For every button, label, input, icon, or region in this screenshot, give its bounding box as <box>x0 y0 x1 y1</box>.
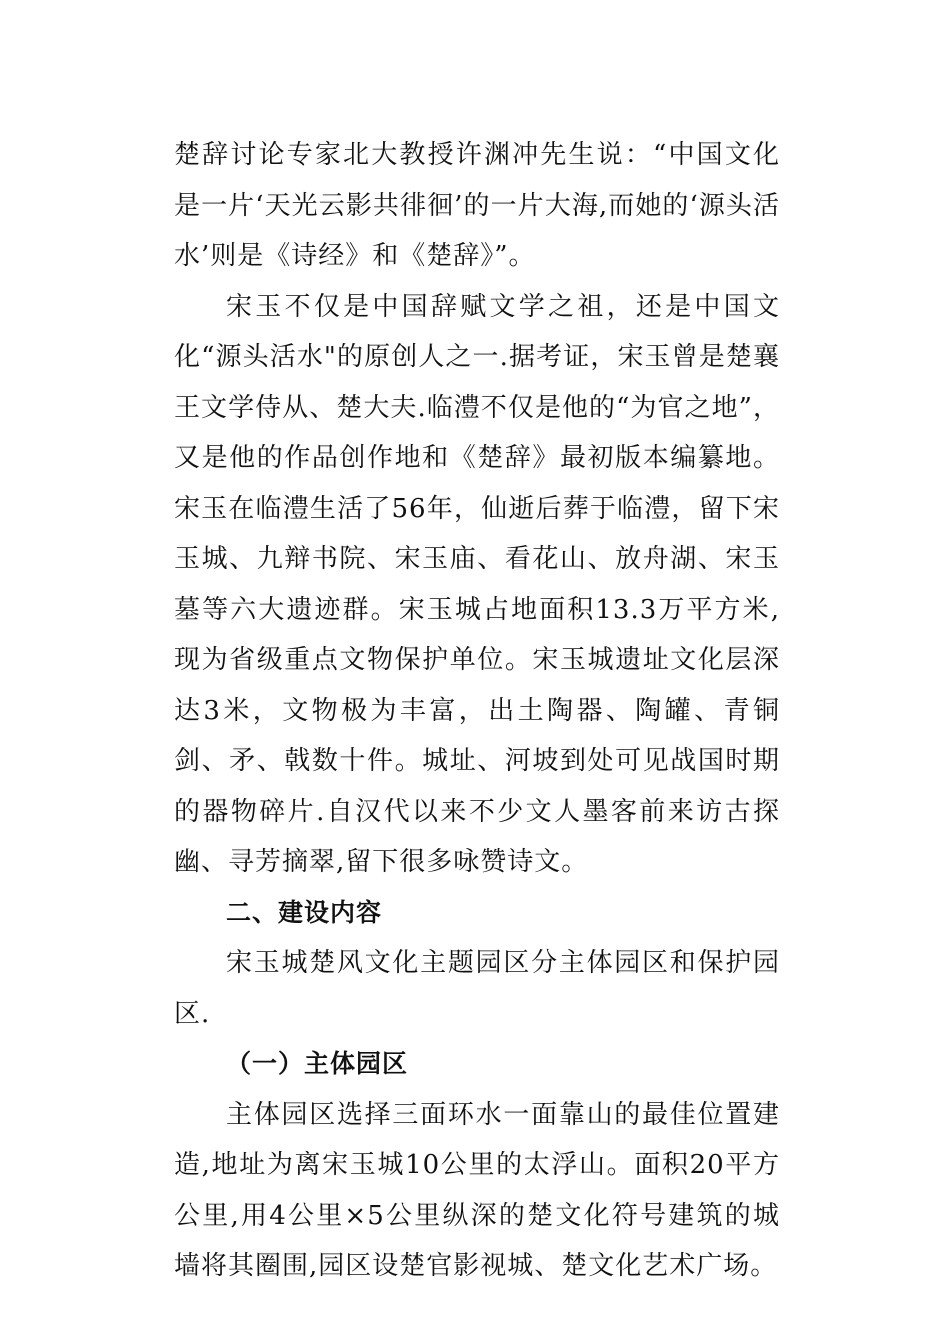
paragraph-park-division: 宋玉城楚风文化主题园区分主体园区和保护园区. <box>174 948 780 1029</box>
section-heading-construction-content: 二、建设内容 <box>226 897 383 927</box>
subsection-heading-main-park: （一）主体园区 <box>226 1049 409 1078</box>
paragraph-song-yu-background: 宋玉不仅是中国辞赋文学之祖，还是中国文化“源头活水"的原创人之一.据考证，宋玉曾是楚襄王文学侍从、楚大夫.临澧不仅是他的“为官之地”，又是他的作品创作地和《楚辞》最初版本编纂地。宋玉在临澧生活了56年，仙逝后葬于临澧，留下宋玉城、九辩书院、宋玉庙、看花山、放舟湖、宋玉墓等六大遗迹群。宋玉城占地面积13.3万平方米,现为省级重点文物保护单位。宋玉城遗址文化层深达3米，文物极为丰富，出土陶器、陶罐、青铜剑、矛、戟数十件。城址、河坡到处可见战国时期的器物碎片.自汉代以来不少文人墨客前来访古探幽、寻芳摘翠,留下很多咏赞诗文。 <box>174 291 780 877</box>
paragraph-quote-xu-yuanchong: 楚辞讨论专家北大教授许渊冲先生说：“中国文化是一片‘天光云影共徘徊’的一片大海,而她的‘源头活水’则是《诗经》和《楚辞》”。 <box>174 140 780 271</box>
document-body <box>174 130 780 1292</box>
paragraph-main-park-details: 主体园区选择三面环水一面靠山的最佳位置建造,地址为离宋玉城10公里的太浮山。面积20平方公里,用4公里×5公里纵深的楚文化符号建筑的城墙将其圈围,园区设楚官影视城、楚文化艺术广场。 <box>174 1099 780 1281</box>
